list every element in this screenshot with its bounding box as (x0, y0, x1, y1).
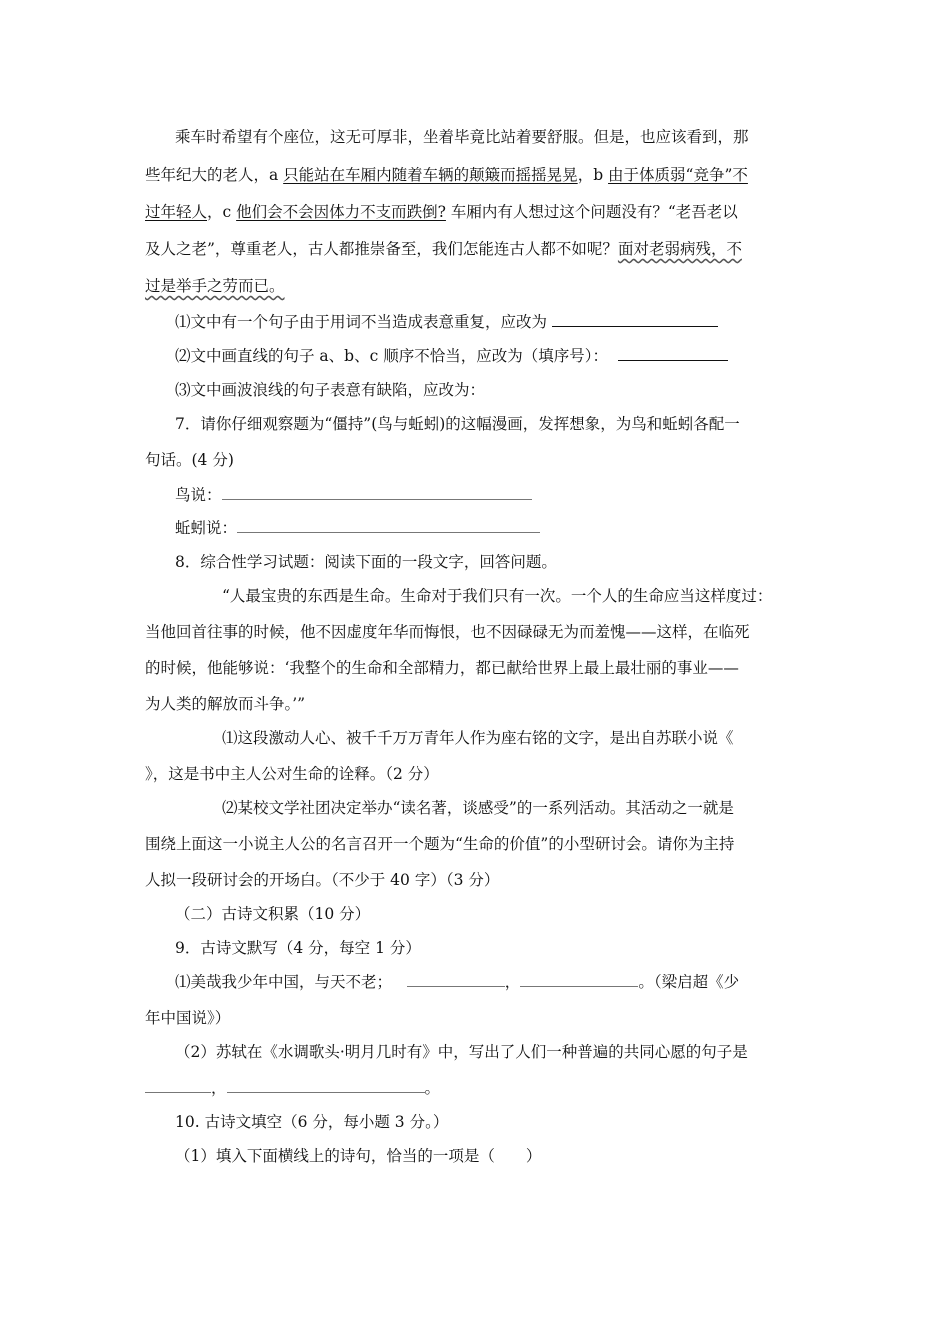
passage-line-4: 及人之老”，尊重老人，古人都推崇备至，我们怎能连古人都不如呢？面对老弱病残，不 (145, 240, 742, 258)
q8-quote-1: “人最宝贵的东西是生命。生命对于我们只有一次。一个人的生命应当这样度过： (222, 587, 773, 605)
sentence-a: 只能站在车厢内随着车辆的颠簸而摇摇晃晃 (283, 166, 578, 184)
answer-blank[interactable] (407, 972, 505, 987)
answer-blank[interactable] (618, 346, 728, 361)
answer-blank[interactable] (520, 972, 638, 987)
q8-sub1-b: 》，这是书中主人公对生命的诠释。（2 分） (145, 765, 439, 783)
q6-sub3: ⑶文中画波浪线的句子表意有缺陷，应改为： (175, 381, 486, 399)
bird-answer-blank[interactable] (222, 485, 532, 500)
passage-line-1: 乘车时希望有个座位，这无可厚非，坐着毕竟比站着要舒服。但是，也应该看到，那 (175, 128, 749, 146)
q9-sub1-a: ⑴美哉我少年中国，与天不老； ， 。（梁启超《少 (175, 973, 740, 991)
q9-sub2-a: （2）苏轼在《水调歌头·明月几时有》中，写出了人们一种普遍的共同心愿的句子是 (175, 1043, 748, 1061)
q7-line-1: 7．请你仔细观察题为“僵持”(鸟与蚯蚓)的这幅漫画，发挥想象，为鸟和蚯蚓各配一 (175, 415, 740, 433)
answer-blank[interactable] (552, 312, 718, 327)
q8-sub1-a: ⑴这段激动人心、被千千万万青年人作为座右铭的文字，是出自苏联小说《 (222, 729, 734, 747)
wavy-sentence-part1: 面对老弱病残，不 (617, 240, 742, 258)
q6-sub2: ⑵文中画直线的句子 a、b、c 顺序不恰当，应改为（填序号）： (175, 346, 728, 366)
q8-sub2-c: 人拟一段研讨会的开场白。（不少于 40 字）（3 分） (145, 871, 500, 889)
q8-quote-3: 的时候，他能够说：‘我整个的生命和全部精力，都已献给世界上最上最壮丽的事业—— (145, 659, 739, 677)
q8-quote-2: 当他回首往事的时候，他不因虚度年华而悔恨，也不因碌碌无为而羞愧——这样，在临死 (145, 623, 750, 641)
sentence-b-part2: 过年轻人 (145, 203, 208, 221)
wavy-sentence-part2: 过是举手之劳而已。 (145, 277, 285, 295)
q6-sub1: ⑴文中有一个句子由于用词不当造成表意重复，应改为 (175, 312, 718, 332)
passage-line-2: 些年纪大的老人，a 只能站在车厢内随着车辆的颠簸而摇摇晃晃，b 由于体质弱“竞争”不 (145, 166, 748, 184)
section-heading: （二）古诗文积累（10 分） (175, 905, 371, 923)
sentence-c: 他们会不会因体力不支而跌倒? (236, 203, 446, 221)
q8-quote-4: 为人类的解放而斗争。’” (145, 695, 306, 713)
q8-head: 8．综合性学习试题：阅读下面的一段文字，回答问题。 (175, 553, 557, 571)
q9-sub2-b: ， 。 (145, 1078, 440, 1098)
q10-head: 10. 古诗文填空（6 分，每小题 3 分。） (175, 1113, 449, 1131)
q9-head: 9．古诗文默写（4 分，每空 1 分） (175, 939, 421, 957)
q7-line-2: 句话。(4 分) (145, 451, 234, 469)
q7-worm: 蚯蚓说： (175, 518, 540, 538)
q10-sub1: （1）填入下面横线上的诗句，恰当的一项是（ ） (175, 1147, 542, 1165)
sentence-b-part1: 由于体质弱“竞争”不 (608, 166, 748, 184)
q9-sub1-b: 年中国说》） (145, 1009, 231, 1027)
worm-answer-blank[interactable] (237, 518, 540, 533)
answer-blank[interactable] (227, 1078, 425, 1093)
q7-bird: 鸟说： (175, 485, 532, 505)
q8-sub2-b: 围绕上面这一小说主人公的名言召开一个题为“生命的价值”的小型研讨会。请你为主持 (145, 835, 735, 853)
q8-sub2-a: ⑵某校文学社团决定举办“读名著，谈感受”的一系列活动。其活动之一就是 (222, 799, 734, 817)
passage-line-3: 过年轻人，c 他们会不会因体力不支而跌倒? 车厢内有人想过这个问题没有？“老吾老以 (145, 203, 738, 221)
answer-blank[interactable] (145, 1078, 211, 1093)
passage-line-5 (145, 276, 285, 296)
